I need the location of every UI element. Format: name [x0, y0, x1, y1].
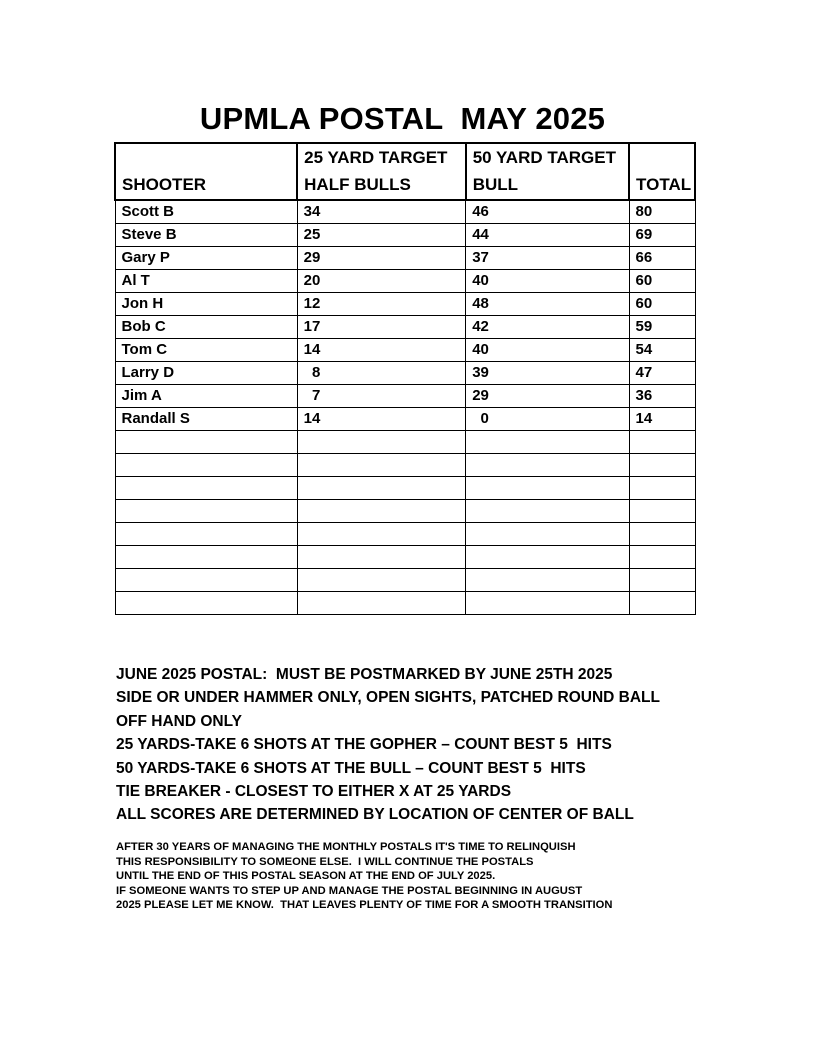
table-row: [115, 247, 695, 270]
table-row: [115, 408, 695, 431]
yard50-cell: 29: [466, 385, 629, 408]
rule-line: JUNE 2025 POSTAL: MUST BE POSTMARKED BY JUNE 25TH 2025: [116, 666, 613, 683]
total-cell: [629, 592, 695, 615]
yard50-cell: 40: [466, 339, 629, 362]
table-row: [115, 270, 695, 293]
yard50-cell: 48: [466, 293, 629, 316]
yard50-cell: [466, 523, 629, 546]
table-row: [115, 500, 695, 523]
footer-line: IF SOMEONE WANTS TO STEP UP AND MANAGE THE POSTAL BEGINNING IN AUGUST: [116, 884, 583, 897]
table-row: [115, 293, 695, 316]
yard50-cell: [466, 592, 629, 615]
yard25-cell: 12: [297, 293, 466, 316]
shooter-cell: [115, 431, 297, 454]
total-cell: 60: [629, 270, 695, 293]
yard50-cell: 37: [466, 247, 629, 270]
yard50-cell: [466, 431, 629, 454]
rule-line: TIE BREAKER - CLOSEST TO EITHER X AT 25 YARDS: [116, 782, 512, 800]
shooter-cell: Al T: [115, 270, 297, 293]
total-cell: [629, 454, 695, 477]
yard50-cell: 42: [466, 316, 629, 339]
table-row: [115, 224, 695, 247]
yard50-cell: 39: [466, 362, 629, 385]
yard25-cell: 17: [297, 316, 466, 339]
shooter-cell: [115, 592, 297, 615]
shooter-cell: [115, 454, 297, 477]
footer-line: THIS RESPONSIBILITY TO SOMEONE ELSE. I WILL CONTINUE THE POSTALS: [116, 855, 534, 868]
shooter-cell: Steve B: [115, 224, 297, 247]
shooter-cell: [115, 477, 297, 500]
yard25-cell: [297, 523, 466, 546]
yard25-cell: [297, 546, 466, 569]
shooter-cell: [115, 500, 297, 523]
total-cell: [629, 569, 695, 592]
yard25-cell: 29: [297, 247, 466, 270]
header-50-yard: 50 YARD TARGET BULL: [466, 143, 629, 200]
yard50-cell: 0: [466, 408, 629, 431]
table-row: [115, 477, 695, 500]
yard25-cell: 7: [297, 385, 466, 408]
table-row: [115, 569, 695, 592]
table-row: [115, 385, 695, 408]
shooter-cell: [115, 569, 297, 592]
header-shooter: SHOOTER: [115, 143, 297, 200]
footer-message: [116, 840, 806, 913]
rule-line: ALL SCORES ARE DETERMINED BY LOCATION OF CENTER OF BALL: [116, 806, 634, 824]
shooter-cell: Tom C: [115, 339, 297, 362]
footer-line: UNTIL THE END OF THIS POSTAL SEASON AT THE END OF JULY 2025.: [116, 870, 496, 883]
yard50-cell: [466, 454, 629, 477]
shooter-cell: Scott B: [115, 200, 297, 224]
yard50-cell: [466, 477, 629, 500]
table-row: [115, 523, 695, 546]
yard25-cell: [297, 431, 466, 454]
total-cell: [629, 431, 695, 454]
yard25-cell: 20: [297, 270, 466, 293]
shooter-cell: Randall S: [115, 408, 297, 431]
rule-line: 50 YARDS-TAKE 6 SHOTS AT THE BULL – COUNT BEST 5 HITS: [116, 759, 586, 777]
yard25-cell: [297, 500, 466, 523]
header-row: [115, 143, 695, 200]
yard25-cell: [297, 592, 466, 615]
footer-line: 2025 PLEASE LET ME KNOW. THAT LEAVES PLENTY OF TIME FOR A SMOOTH TRANSITION: [116, 899, 613, 912]
total-cell: 14: [629, 408, 695, 431]
footer-line: AFTER 30 YEARS OF MANAGING THE MONTHLY POSTALS IT'S TIME TO RELINQUISH: [116, 841, 576, 853]
table-row: [115, 339, 695, 362]
table-row: [115, 546, 695, 569]
table-row: [115, 454, 695, 477]
scores-table-header: [115, 143, 695, 200]
yard50-cell: [466, 569, 629, 592]
total-cell: [629, 500, 695, 523]
scores-table-body: [115, 200, 695, 615]
yard25-cell: 34: [297, 200, 466, 224]
yard50-cell: 44: [466, 224, 629, 247]
header-total: TOTAL: [629, 143, 695, 200]
shooter-cell: Larry D: [115, 362, 297, 385]
yard50-cell: [466, 546, 629, 569]
rule-line: SIDE OR UNDER HAMMER ONLY, OPEN SIGHTS, PATCHED ROUND BALL: [116, 689, 660, 707]
yard50-cell: 46: [466, 200, 629, 224]
shooter-cell: Bob C: [115, 316, 297, 339]
rules-notes: [116, 663, 806, 827]
table-row: [115, 362, 695, 385]
yard25-cell: [297, 477, 466, 500]
total-cell: 59: [629, 316, 695, 339]
total-cell: [629, 546, 695, 569]
total-cell: [629, 477, 695, 500]
total-cell: 36: [629, 385, 695, 408]
shooter-cell: Jon H: [115, 293, 297, 316]
shooter-cell: Gary P: [115, 247, 297, 270]
yard25-cell: [297, 569, 466, 592]
yard25-cell: [297, 454, 466, 477]
table-row: [115, 431, 695, 454]
total-cell: 80: [629, 200, 695, 224]
yard25-cell: 14: [297, 408, 466, 431]
total-cell: 47: [629, 362, 695, 385]
yard50-cell: [466, 500, 629, 523]
total-cell: 69: [629, 224, 695, 247]
total-cell: 66: [629, 247, 695, 270]
scores-table: [114, 142, 696, 615]
yard25-cell: 14: [297, 339, 466, 362]
table-row: [115, 592, 695, 615]
header-25-yard: 25 YARD TARGET HALF BULLS: [297, 143, 466, 200]
shooter-cell: Jim A: [115, 385, 297, 408]
total-cell: 54: [629, 339, 695, 362]
table-row: [115, 200, 695, 224]
table-row: [115, 316, 695, 339]
rule-line: 25 YARDS-TAKE 6 SHOTS AT THE GOPHER – COUNT BEST 5 HITS: [116, 736, 612, 754]
shooter-cell: [115, 546, 297, 569]
total-cell: 60: [629, 293, 695, 316]
yard25-cell: 8: [297, 362, 466, 385]
rule-line: OFF HAND ONLY: [116, 712, 243, 730]
shooter-cell: [115, 523, 297, 546]
page-title: UPMLA POSTAL MAY 2025: [199, 101, 606, 136]
total-cell: [629, 523, 695, 546]
yard25-cell: 25: [297, 224, 466, 247]
yard50-cell: 40: [466, 270, 629, 293]
